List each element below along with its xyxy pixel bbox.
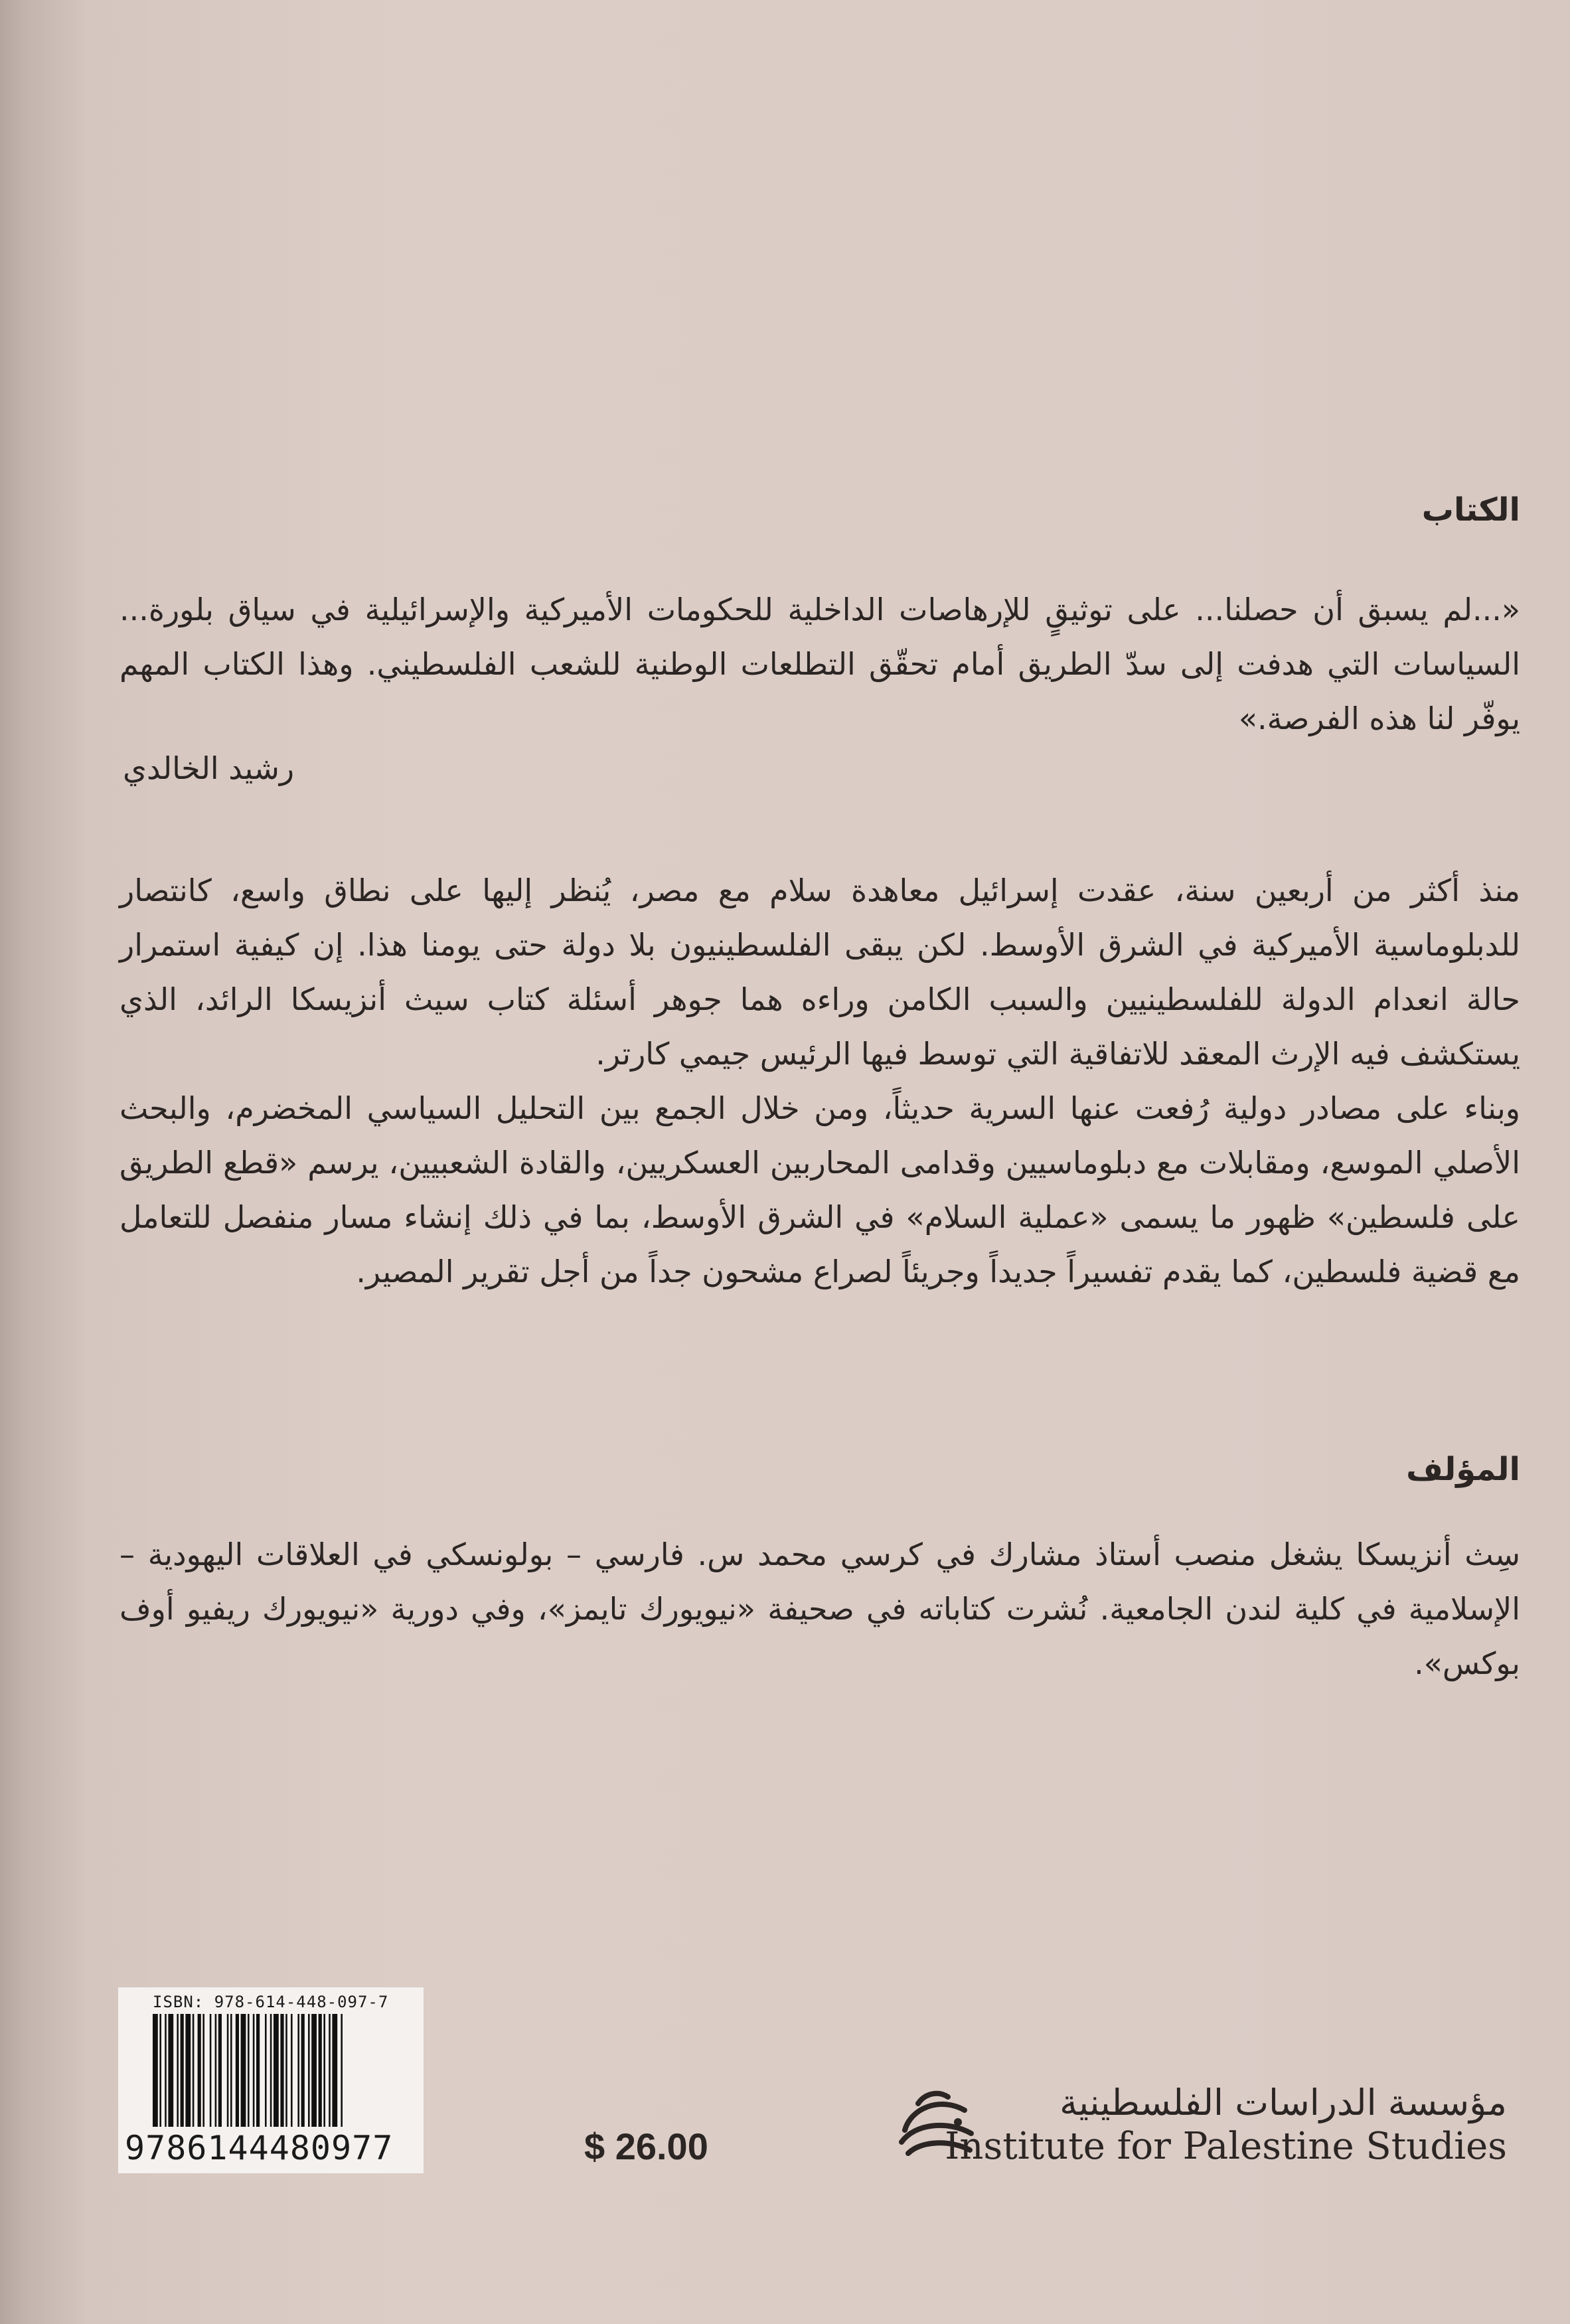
barcode-icon xyxy=(153,2014,416,2127)
barcode-bar xyxy=(285,2014,287,2127)
barcode-bar xyxy=(291,2014,293,2127)
barcode-bar xyxy=(159,2014,161,2127)
barcode-bar xyxy=(297,2014,299,2127)
author-heading: المؤلف xyxy=(1406,1451,1520,1488)
author-bio: سِث أنزيسكا يشغل منصب أستاذ مشارك في كرسي محمد س. فارسي – بولونسكي في العلاقات اليهودية – الإسلامية في كلية لندن الجامعية. نُشرت كتاباته في صحيفة «نيويورك تايمز»، وفي دورية «نيويورك ريفيو أوف بوكس». xyxy=(119,1536,1520,1681)
publisher-name-arabic: مؤسسة الدراسات الفلسطينية xyxy=(1060,2082,1507,2123)
book-description-paragraph-2: وبناء على مصادر دولية رُفعت عنها السرية حديثاً، ومن خلال الجمع بين التحليل السياسي المخضرم، والبحث الأصلي الموسع، ومقابلات مع دبلوماسيين وقدامى المحاربين العسكريين، والقادة الشعبيين، يرسم «قطع الطريق على فلسطين» ظهور ما يسمى «عملية السلام» في الشرق الأوسط، بما في ذلك إنشاء مسار منفصل للتعامل مع قضية فلسطين، كما يقدم تفسيراً جديداً وجريئاً لصراع مشحون جداً من أجل تقرير المصير. xyxy=(119,1090,1520,1289)
barcode-bar xyxy=(319,2014,322,2127)
barcode-bar xyxy=(323,2014,325,2127)
isbn-label: ISBN: 978-614-448-097-7 xyxy=(153,1993,389,2011)
barcode-bar xyxy=(185,2014,191,2127)
barcode-bar xyxy=(168,2014,173,2127)
barcode-box xyxy=(118,1987,424,2173)
barcode-bar xyxy=(193,2014,195,2127)
barcode-bar xyxy=(210,2014,212,2127)
barcode-bar xyxy=(241,2014,246,2127)
barcode-bar xyxy=(215,2014,217,2127)
barcode-bar xyxy=(198,2014,201,2127)
barcode-bar xyxy=(332,2014,337,2127)
barcode-bar xyxy=(248,2014,250,2127)
barcode-bar xyxy=(253,2014,255,2127)
barcode-bar xyxy=(202,2014,204,2127)
barcode-bar xyxy=(311,2014,317,2127)
barcode-bar xyxy=(341,2014,343,2127)
barcode-bar xyxy=(301,2014,305,2127)
barcode-bar xyxy=(274,2014,279,2127)
barcode-bar xyxy=(308,2014,310,2127)
barcode-bar xyxy=(165,2014,167,2127)
barcode-bar xyxy=(256,2014,260,2127)
spine-shadow xyxy=(0,0,86,2324)
barcode-bar xyxy=(265,2014,267,2127)
barcode-bar xyxy=(280,2014,283,2127)
book-description-paragraph-1: منذ أكثر من أربعين سنة، عقدت إسرائيل معاهدة سلام مع مصر، يُنظر إليها على نطاق واسع، كانتصار للدبلوماسية الأميركية في الشرق الأوسط. لكن يبقى الفلسطينيون بلا دولة حتى يومنا هذا. إن كيفية استمرار حالة انعدام الدولة للفلسطينيين والسبب الكامن وراءه هما جوهر أسئلة كتاب سيث أنزيسكا الرائد، الذي يستكشف فيه الإرث المعقد للاتفاقية التي توسط فيها الرئيس جيمي كارتر. xyxy=(119,872,1520,1072)
barcode-bar xyxy=(227,2014,229,2127)
barcode-bar xyxy=(181,2014,184,2127)
publisher-name-english: Institute for Palestine Studies xyxy=(945,2125,1507,2168)
book-quote: «...لم يسبق أن حصلنا... على توثيقٍ للإرهاصات الداخلية للحكومات الأميركية والإسرائيلية في سياق بلورة... السياسات التي هدفت إلى سدّ الطريق أمام تحقّق التطلعات الوطنية للشعب الفلسطيني. وهذا الكتاب المهم يوفّر لنا هذه الفرصة.» xyxy=(119,592,1520,736)
barcode-number: 9786144480977 xyxy=(125,2129,394,2167)
barcode-bar xyxy=(236,2014,239,2127)
barcode-bar xyxy=(177,2014,179,2127)
barcode-bar xyxy=(270,2014,272,2127)
quote-author: رشيد الخالدي xyxy=(123,750,295,786)
book-heading: الكتاب xyxy=(1421,491,1520,529)
barcode-bar xyxy=(329,2014,331,2127)
barcode-bar xyxy=(218,2014,222,2127)
barcode-bar xyxy=(153,2014,158,2127)
price-label: $ 26.00 xyxy=(584,2125,708,2167)
barcode-bar xyxy=(230,2014,232,2127)
